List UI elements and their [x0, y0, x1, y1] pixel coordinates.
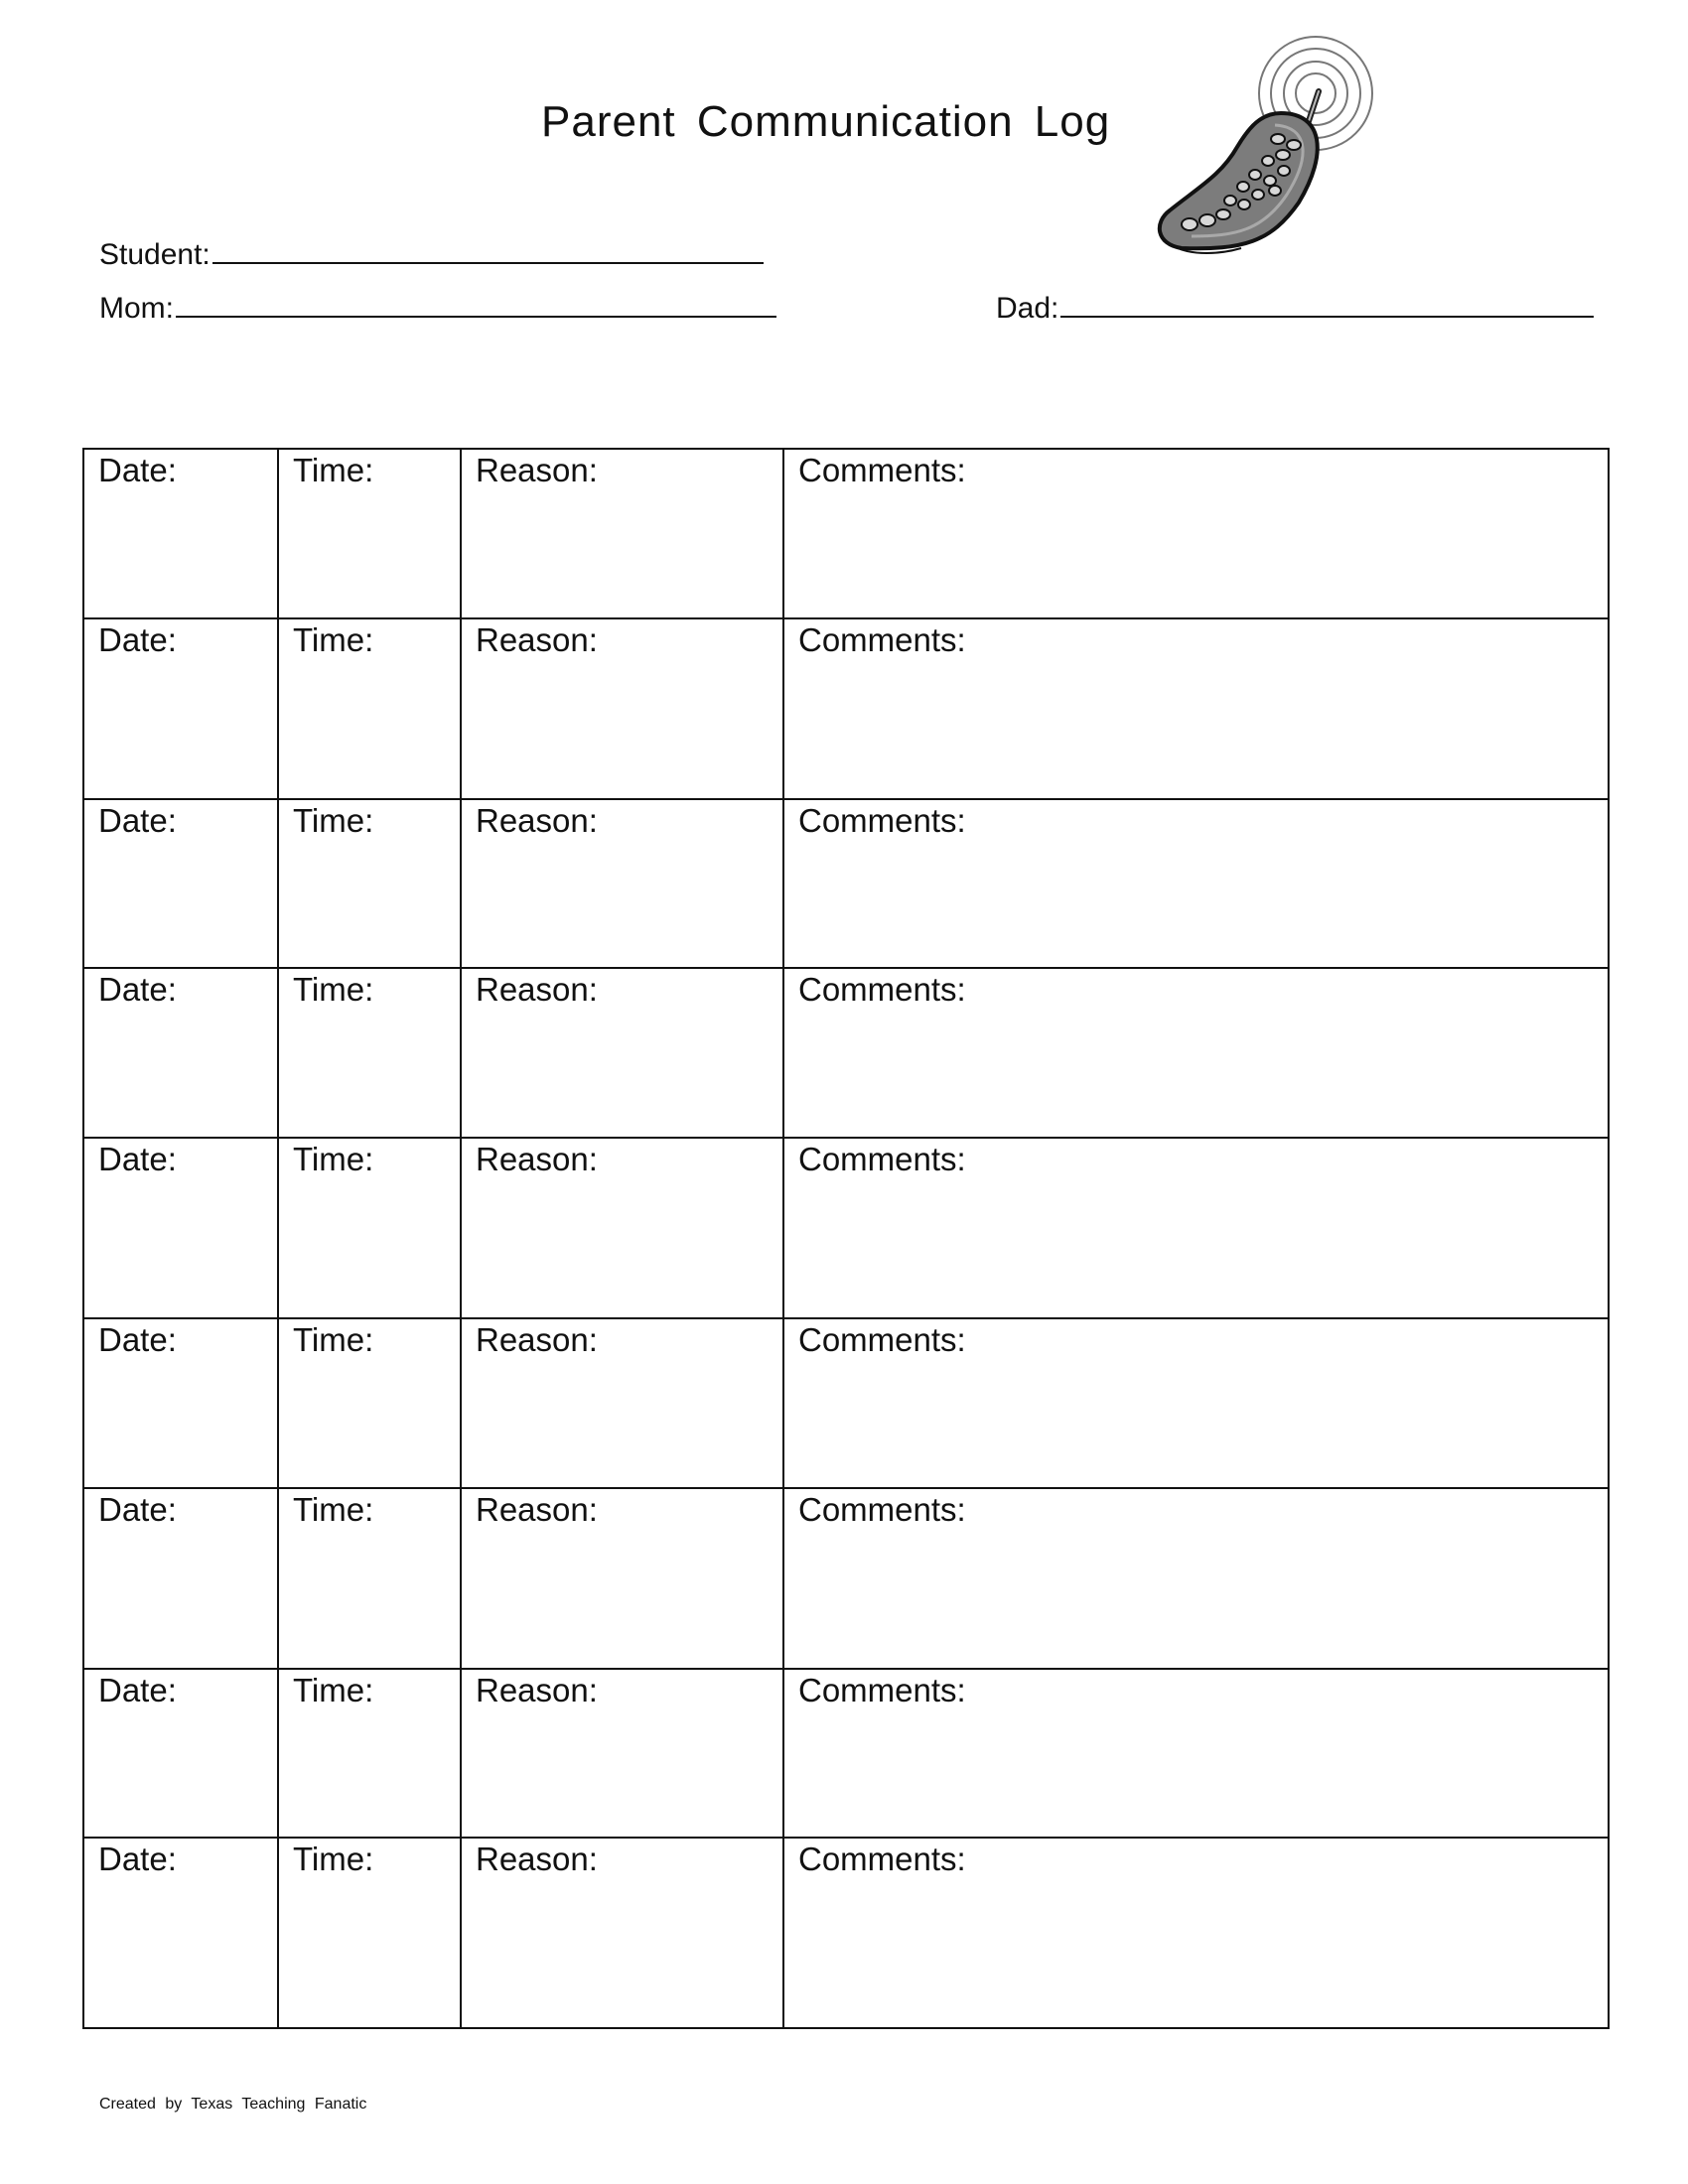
- log-row: [83, 618, 1609, 799]
- comments-cell[interactable]: Comments:: [783, 1488, 1609, 1669]
- student-label: Student:: [99, 238, 211, 271]
- comments-cell[interactable]: Comments:: [783, 968, 1609, 1138]
- mom-field[interactable]: [99, 290, 776, 326]
- comments-cell[interactable]: Comments:: [783, 1138, 1609, 1318]
- reason-cell[interactable]: Reason:: [461, 1318, 783, 1488]
- date-cell[interactable]: Date:: [83, 449, 278, 618]
- reason-cell[interactable]: Reason:: [461, 799, 783, 968]
- reason-cell[interactable]: Reason:: [461, 449, 783, 618]
- dad-field[interactable]: [996, 290, 1594, 326]
- reason-cell[interactable]: Reason:: [461, 968, 783, 1138]
- dad-blank-line[interactable]: [1060, 290, 1594, 318]
- mom-blank-line[interactable]: [176, 290, 776, 318]
- comments-cell[interactable]: Comments:: [783, 1318, 1609, 1488]
- reason-cell[interactable]: Reason:: [461, 1838, 783, 2028]
- log-row: [83, 1138, 1609, 1318]
- date-cell[interactable]: Date:: [83, 1318, 278, 1488]
- comments-cell[interactable]: Comments:: [783, 799, 1609, 968]
- date-cell[interactable]: Date:: [83, 799, 278, 968]
- log-row: [83, 1318, 1609, 1488]
- date-cell[interactable]: Date:: [83, 1138, 278, 1318]
- mom-label: Mom:: [99, 292, 174, 325]
- comments-cell[interactable]: Comments:: [783, 1669, 1609, 1838]
- comments-cell[interactable]: Comments:: [783, 1838, 1609, 2028]
- date-cell[interactable]: Date:: [83, 968, 278, 1138]
- log-row: [83, 1669, 1609, 1838]
- time-cell[interactable]: Time:: [278, 618, 461, 799]
- cell-phone-icon: [1152, 36, 1380, 259]
- date-cell[interactable]: Date:: [83, 1838, 278, 2028]
- reason-cell[interactable]: Reason:: [461, 1138, 783, 1318]
- log-row: [83, 968, 1609, 1138]
- time-cell[interactable]: Time:: [278, 449, 461, 618]
- comments-cell[interactable]: Comments:: [783, 618, 1609, 799]
- time-cell[interactable]: Time:: [278, 1488, 461, 1669]
- comments-cell[interactable]: Comments:: [783, 449, 1609, 618]
- log-row: [83, 449, 1609, 618]
- communication-log-table: [82, 448, 1610, 2029]
- log-row: [83, 799, 1609, 968]
- dad-label: Dad:: [996, 292, 1059, 325]
- time-cell[interactable]: Time:: [278, 1138, 461, 1318]
- student-field[interactable]: [99, 236, 764, 272]
- time-cell[interactable]: Time:: [278, 1318, 461, 1488]
- date-cell[interactable]: Date:: [83, 1669, 278, 1838]
- date-cell[interactable]: Date:: [83, 1488, 278, 1669]
- reason-cell[interactable]: Reason:: [461, 1488, 783, 1669]
- page-title: Parent Communication Log: [541, 97, 1111, 146]
- time-cell[interactable]: Time:: [278, 799, 461, 968]
- footer-credit: Created by Texas Teaching Fanatic: [99, 2096, 367, 2113]
- reason-cell[interactable]: Reason:: [461, 1669, 783, 1838]
- time-cell[interactable]: Time:: [278, 1669, 461, 1838]
- time-cell[interactable]: Time:: [278, 1838, 461, 2028]
- log-row: [83, 1488, 1609, 1669]
- log-row: [83, 1838, 1609, 2028]
- date-cell[interactable]: Date:: [83, 618, 278, 799]
- student-blank-line[interactable]: [212, 236, 764, 264]
- time-cell[interactable]: Time:: [278, 968, 461, 1138]
- reason-cell[interactable]: Reason:: [461, 618, 783, 799]
